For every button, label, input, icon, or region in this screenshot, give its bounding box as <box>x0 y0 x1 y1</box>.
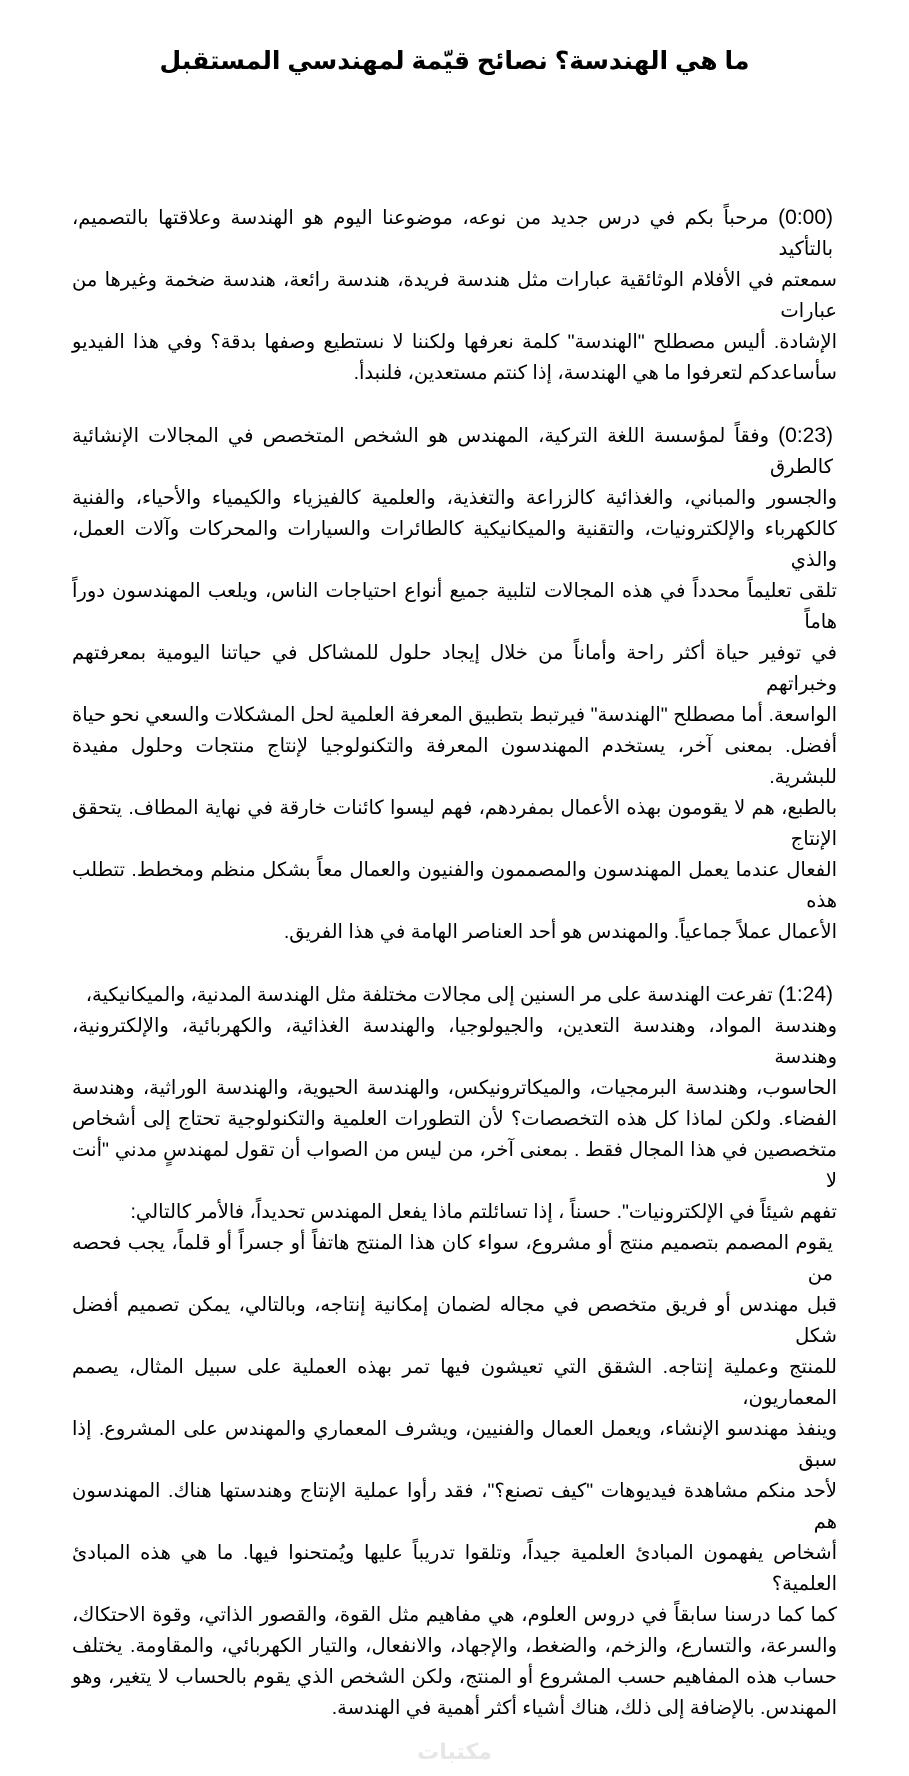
paragraph-line: في توفير حياة أكثر راحة وأماناً من خلال إيجاد حلول للمشاكل في حياتنا اليومية بمعرفتهم وخبراتهم <box>72 642 837 695</box>
paragraph-line: قبل مهندس أو فريق متخصص في مجاله لضمان إمكانية إنتاجه، وبالتالي، يمكن تصميم أفضل شكل <box>72 1294 837 1347</box>
paragraph-line: حساب هذه المفاهيم حسب المشروع أو المنتج، ولكن الشخص الذي يقوم بالحساب لا يتغير، وهو <box>72 1666 837 1688</box>
paragraph-line: للمنتج وعملية إنتاجه. الشقق التي تعيشون فيها تمر بهذه العملية على سبيل المثال، يصمم المعماريون، <box>72 1356 837 1409</box>
timestamp: (1:24) <box>778 983 833 1006</box>
paragraph-line: الحاسوب، وهندسة البرمجيات، والميكاترونيكس، والهندسة الحيوية، والهندسة الوراثية، وهندسة <box>72 1077 837 1099</box>
paragraph-line: والجسور والمباني، والغذائية كالزراعة والتغذية، والعلمية كالفيزياء والكيمياء والأحياء، والفنية <box>72 487 837 509</box>
paragraph-branches <box>72 979 837 1724</box>
paragraph-line: الفضاء. ولكن لماذا كل هذه التخصصات؟ لأن التطورات العلمية والتكنولوجية تحتاج إلى أشخاص <box>72 1108 837 1130</box>
paragraph-line: تفهم شيئاً في الإلكترونيات". حسناً ، إذا تسائلتم ماذا يفعل المهندس تحديداً، فالأمر كالتالي: <box>130 1201 837 1223</box>
paragraph-line: الإشادة. أليس مصطلح "الهندسة" كلمة نعرفها ولكننا لا نستطيع وصفها بدقة؟ وفي هذا الفيديو <box>72 331 837 353</box>
paragraph-line: أفضل. بمعنى آخر، يستخدم المهندسون المعرفة والتكنولوجيا لإنتاج منتجات وحلول مفيدة للبشرية. <box>72 735 837 788</box>
paragraph-line: وهندسة المواد، وهندسة التعدين، والجيولوجيا، والهندسة الغذائية، والكهربائية، والإلكترونية، وهندسة <box>72 1015 837 1068</box>
paragraph-line <box>72 202 837 265</box>
paragraph-line: المهندس. بالإضافة إلى ذلك، هناك أشياء أكثر أهمية في الهندسة. <box>331 1697 837 1719</box>
paragraph-line: وينفذ مهندسو الإنشاء، ويعمل العمال والفنيين، ويشرف المعماري والمهندس على المشروع. إذا سبق <box>72 1418 837 1471</box>
paragraph-line: والسرعة، والتسارع، والزخم، والضغط، والإجهاد، والانفعال، والتيار الكهربائي، والمقاومة. يختلف <box>72 1635 837 1657</box>
paragraph-line: يقوم المصمم بتصميم منتج أو مشروع، سواء كان هذا المنتج هاتفاً أو جسراً أو قلماً، يجب فحصه من <box>72 1232 833 1285</box>
watermark: مكتبات <box>417 1739 492 1764</box>
paragraph-line: كما كما درسنا سابقاً في دروس العلوم، هي مفاهيم مثل القوة، والقصور الذاتي، وقوة الاحتكاك، <box>72 1604 837 1626</box>
timestamp: (0:00) <box>778 206 833 229</box>
paragraph-line: سمعتم في الأفلام الوثائقية عبارات مثل هندسة فريدة، هندسة رائعة، هندسة ضخمة وغيرها من عبارات <box>72 269 837 322</box>
paragraph-line: لأحد منكم مشاهدة فيديوهات "كيف تصنع؟"، فقد رأوا عملية الإنتاج وهندستها هناك. المهندسون هم <box>72 1480 837 1533</box>
paragraph-line: الفعال عندما يعمل المهندسون والمصممون والفنيون والعمال معاً بشكل منظم ومخطط. تتطلب هذه <box>72 859 837 912</box>
paragraph-line <box>72 979 837 1011</box>
timestamp: (0:23) <box>778 424 833 447</box>
line-text: تفرعت الهندسة على مر السنين إلى مجالات مختلفة مثل الهندسة المدنية، والميكانيكية، <box>85 984 779 1006</box>
paragraph-line: بالطبع، هم لا يقومون بهذه الأعمال بمفردهم، فهم ليسوا كائنات خارقة في نهاية المطاف. يتحقق الإنتاج <box>72 797 837 850</box>
document-title: ما هي الهندسة؟ نصائح قيّمة لمهندسي المستقبل <box>159 47 750 75</box>
line-text: وفقاً لمؤسسة اللغة التركية، المهندس هو الشخص المتخصص في المجالات الإنشائية كالطرق <box>72 425 833 478</box>
paragraph-line: سأساعدكم لتعرفوا ما هي الهندسة، إذا كنتم مستعدين، فلنبدأ. <box>353 362 837 384</box>
paragraph-line: الواسعة. أما مصطلح "الهندسة" فيرتبط بتطبيق المعرفة العلمية لحل المشكلات والسعي نحو حياة <box>72 704 837 726</box>
paragraph-line: أشخاص يفهمون المبادئ العلمية جيداً، وتلقوا تدريباً عليها ويُمتحنوا فيها. ما هي هذه المبادئ العلمية؟ <box>72 1542 837 1595</box>
paragraph-line: تلقى تعليماً محدداً في هذه المجالات لتلبية جميع أنواع احتياجات الناس، ويلعب المهندسون دوراً هاماً <box>72 580 837 633</box>
line-text: مرحباً بكم في درس جديد من نوعه، موضوعنا اليوم هو الهندسة وعلاقتها بالتصميم، بالتأكيد <box>72 207 833 260</box>
paragraph-line <box>72 420 837 483</box>
paragraph-line: كالكهرباء والإلكترونيات، والتقنية والميكانيكية كالطائرات والسيارات والمحركات وآلات العمل، والذي <box>72 518 837 571</box>
paragraph-definition <box>72 420 837 948</box>
paragraph-intro <box>72 202 837 389</box>
paragraph-line: الأعمال عملاً جماعياً. والمهندس هو أحد العناصر الهامة في هذا الفريق. <box>283 921 837 943</box>
paragraph-line: متخصصين في هذا المجال فقط . بمعنى آخر، من ليس من الصواب أن تقول لمهندسٍ مدني "أنت لا <box>72 1139 837 1192</box>
